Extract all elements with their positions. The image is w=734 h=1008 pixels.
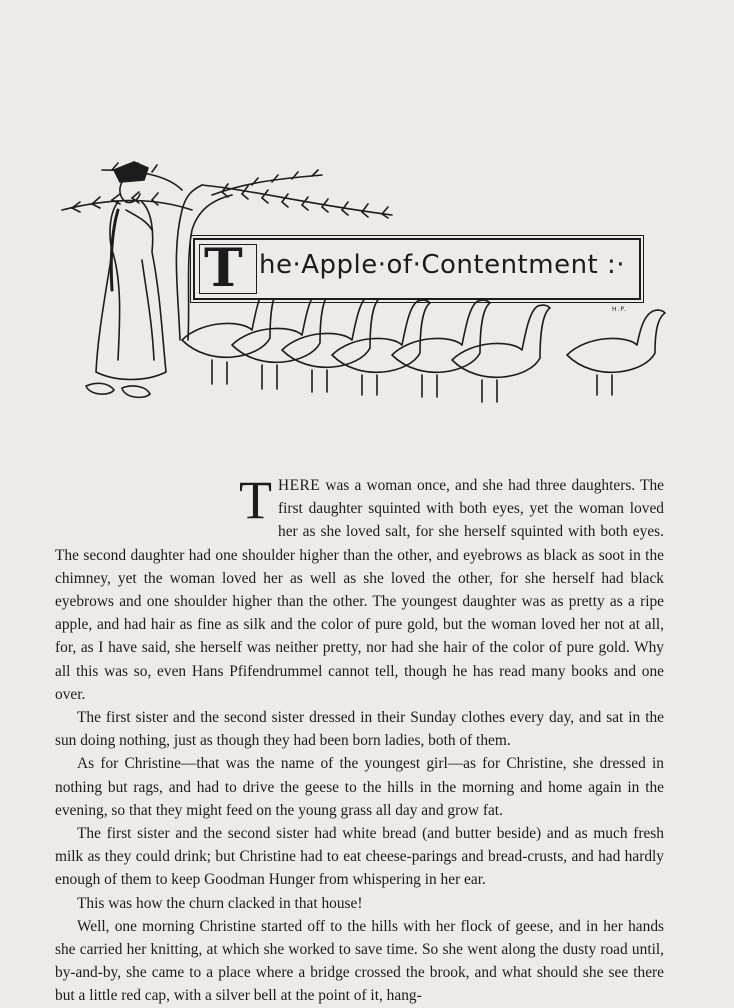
paragraph-5: This was how the churn clacked in that house! xyxy=(77,894,363,912)
ornamental-initial xyxy=(199,238,257,299)
page-title: he·Apple·of·Contentment :· xyxy=(259,250,626,280)
artist-monogram: H.P. xyxy=(612,306,627,313)
paragraph-1 xyxy=(55,470,664,706)
story-lead: HERE xyxy=(278,477,321,494)
title-initial: T xyxy=(204,238,243,299)
story-dropcap: T xyxy=(239,470,272,530)
title-cartouche xyxy=(193,238,641,300)
paragraph-1-text: was a woman once, and she had three daughters. The first daughter squinted with both eyes, yet the woman loved her as she loved salt, for she herself squinted with both eyes. The second daughter had one shoulder higher than the other, and eyebrows as black as soot in the chimney, yet the woman loved her as well as she loved the other, for she herself had black eyebrows and one shoulder higher than the other. The youngest daughter was as pretty as a ripe apple, and had hair as fine as silk and the color of pure gold, but the woman loved her not at all, for, as I have said, she herself was neither pretty, nor had she hair of the color of pure gold. Why all this was so, even Hans Pfifendrummel cannot tell, though he has read many books and one over. xyxy=(55,477,664,703)
paragraph-4: The first sister and the second sister had white bread (and butter beside) and as much fresh milk as they could drink; but Christine had to eat cheese-parings and bread-crusts, and had hardly enough of them to keep Goodman Hunger from whispering in her ear. xyxy=(55,825,664,889)
story-text xyxy=(55,470,664,1008)
geese-flock xyxy=(182,285,665,402)
paragraph-2: The first sister and the second sister dressed in their Sunday clothes every day, and sat in the sun doing nothing, just as though they had been born ladies, both of them. xyxy=(55,709,664,750)
paragraph-6: Well, one morning Christine started off to the hills with her flock of geese, and in her hands she carried her knitting, at which she worked to save time. So she went along the dusty road until, by-and-by, she came to a place where a bridge crossed the brook, and what should she see there but a little red cap, with a silver bell at the point of it, hang- xyxy=(55,917,664,1005)
paragraph-3: As for Christine—that was the name of the youngest girl—as for Christine, she dressed in nothing but rags, and had to drive the geese to the hills in the morning and home again in the evening, so that they might feed on the young grass all day and grow fat. xyxy=(55,755,664,819)
